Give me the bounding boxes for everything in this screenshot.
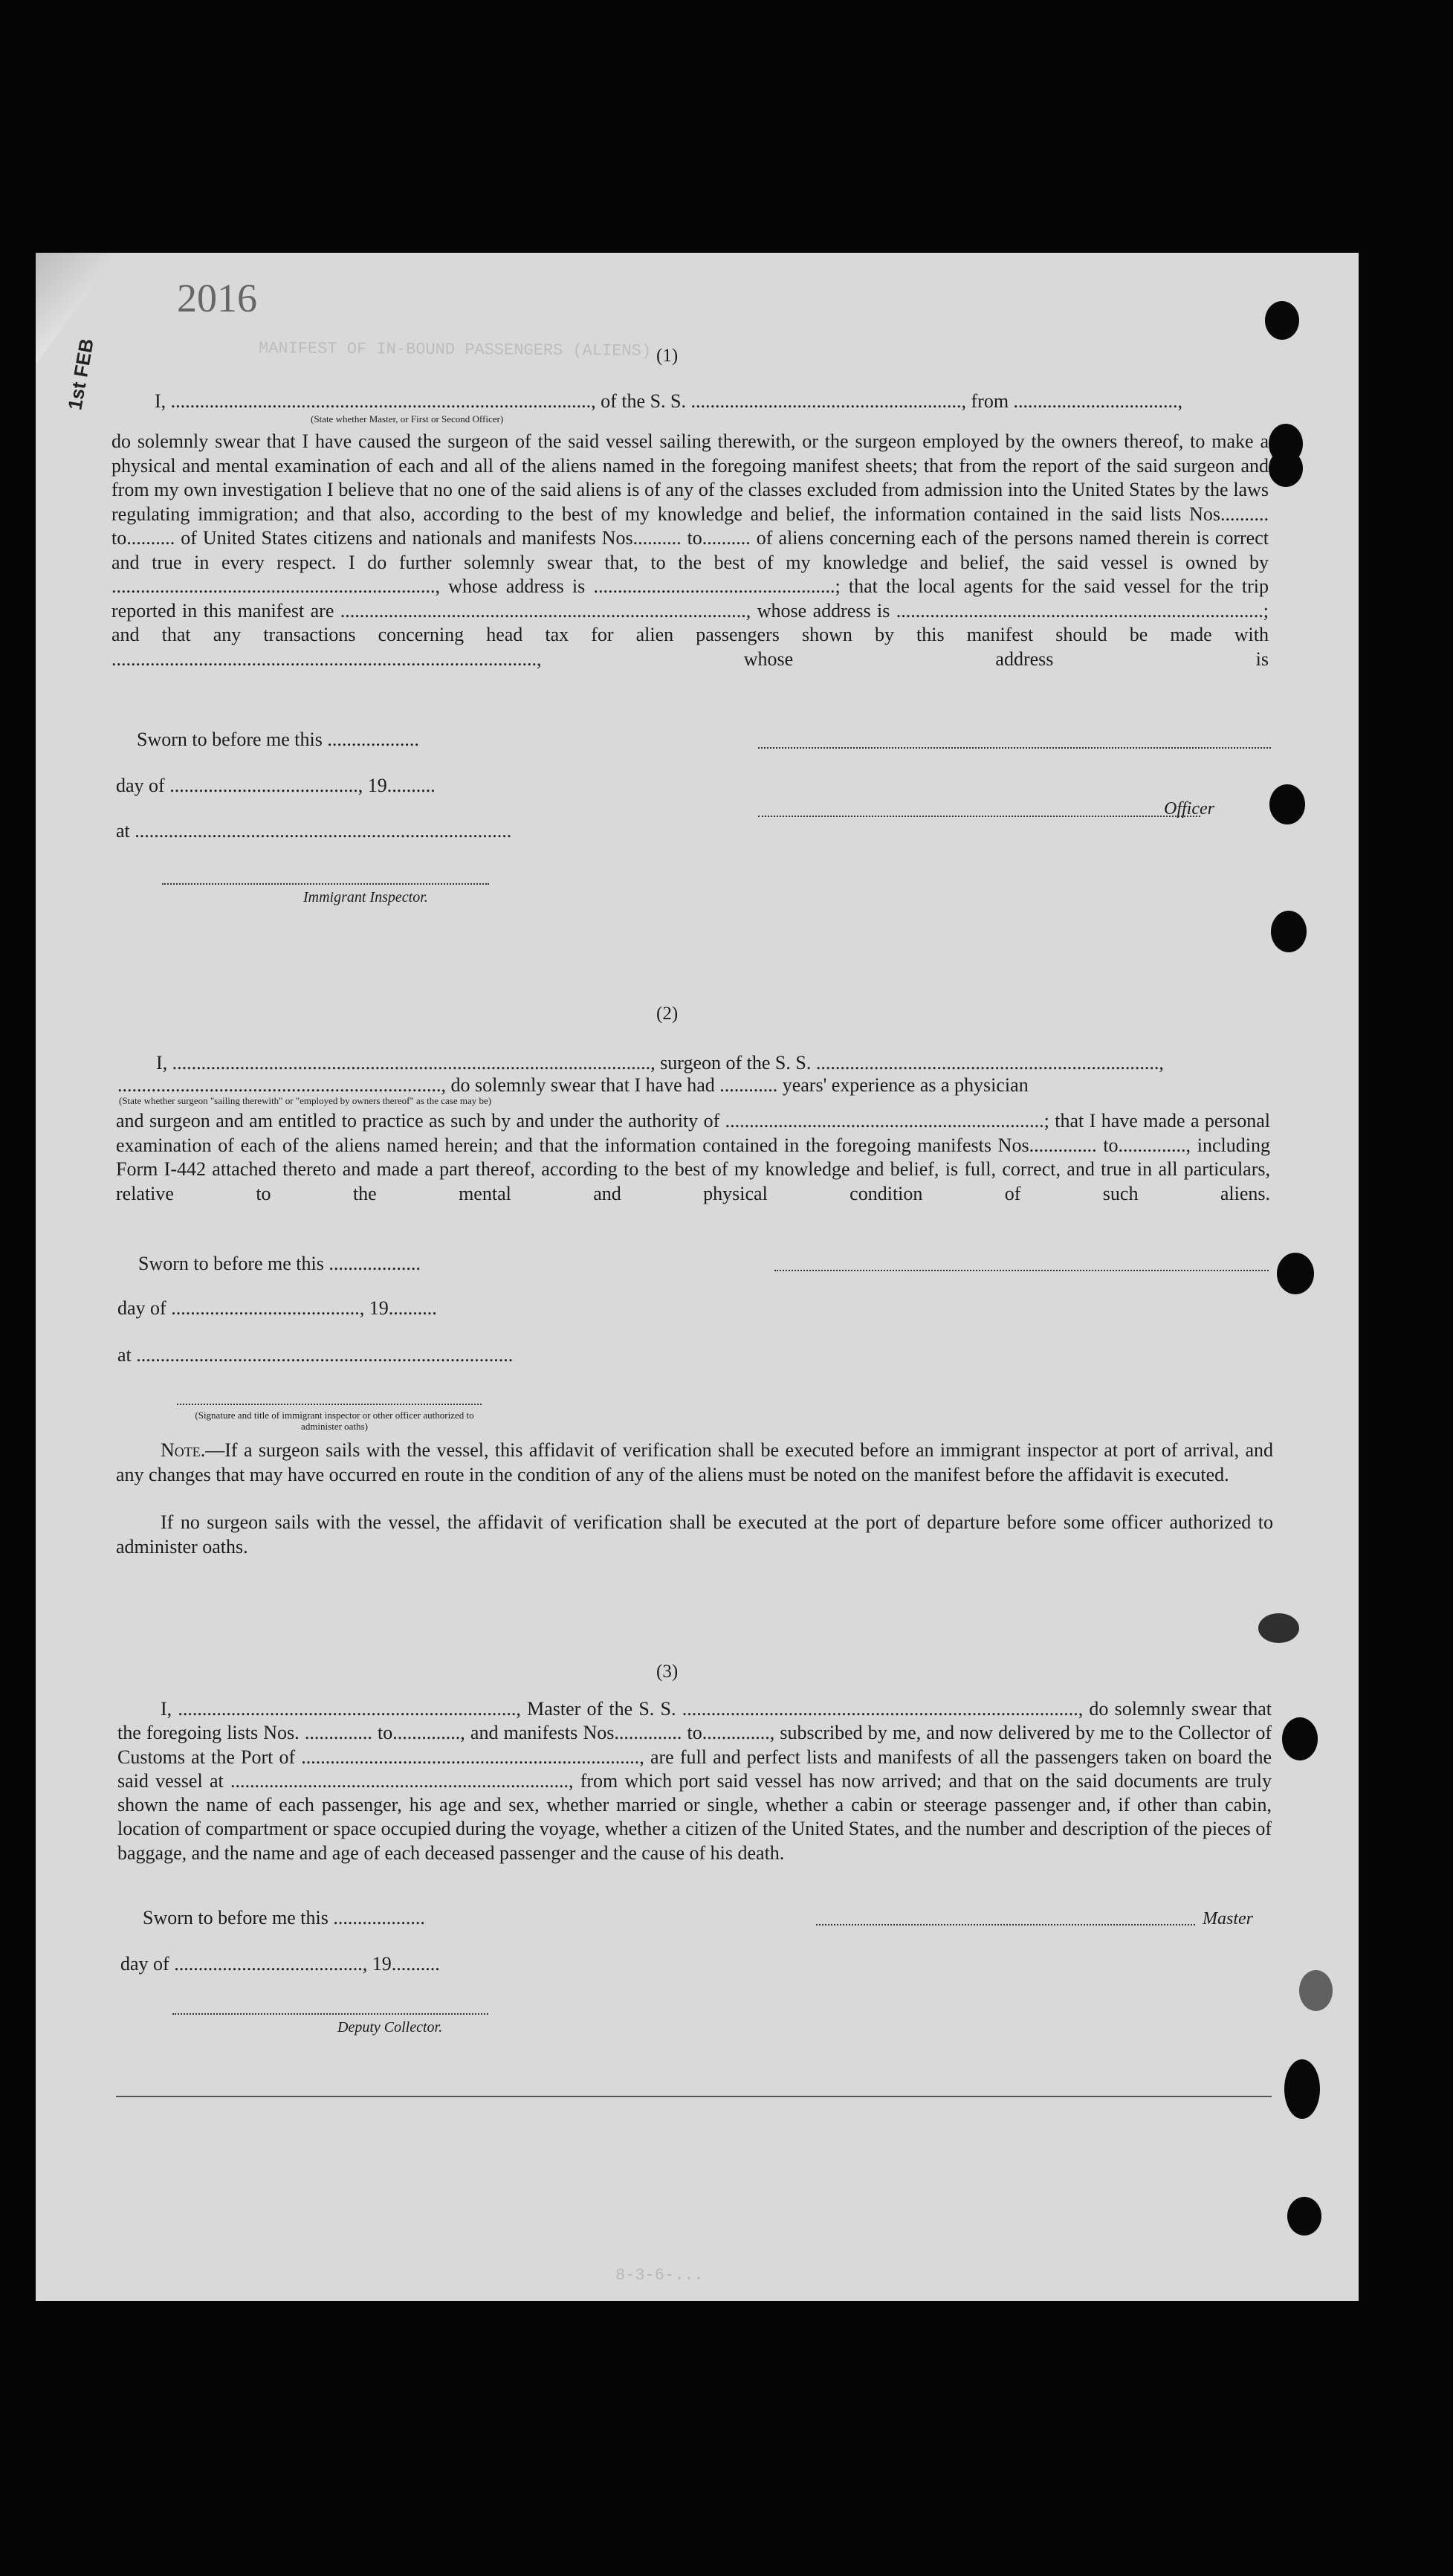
section-1-day: day of ......................................., 19.......... — [116, 775, 436, 796]
section-1-officer-label: Officer — [1164, 799, 1214, 819]
section-2-at: at .............................................................................. — [117, 1344, 514, 1366]
section-2-surgeon-caption: (State whether surgeon "sailing therewith" or "employed by owners thereof" as the case may be) — [119, 1095, 492, 1106]
section-2-sworn: Sworn to before me this ................... — [138, 1253, 421, 1274]
scan-smudge — [1258, 1613, 1299, 1643]
corner-number: 2016 — [177, 276, 257, 320]
section-1-body: do solemnly swear that I have caused the surgeon of the said vessel sailing therewith, or the surgeon employed by the owners thereof, to make a physical and mental examination of each and all of the aliens named in the foregoing manifest sheets; that from the report of the said surgeon and from my own investigation I believe that no one of the said aliens is of any of the classes excluded from admission into the United States by the laws regulating immigration; and that also, according to the best of my knowledge and belief, the information contained in the said lists Nos.......... to.......... of United States citizens and nationals and manifests Nos.......... to.......... of aliens concerning each of the persons named therein is correct and true in every respect. I do further solemnly swear that, to the best of my knowledge and belief, the said vessel is owned by ..................................................................., whose address is ..................................................; that the local agents for the said vessel for the trip reported in this manifest are ...................................................................................., whose address is ............................................................................; and that any transactions concerning head tax for alien passengers shown by this manifest should be made with ........................................................................................, whose address is — [111, 430, 1269, 670]
section-1-number: (1) — [656, 346, 679, 366]
section-1-inspector-line — [162, 883, 489, 885]
section-2-note — [116, 1439, 1273, 1487]
section-2-body: and surgeon and am entitled to practice as such by and under the authority of ..................................................................; that I have made a personal examination of each of the aliens named herein; and that the information contained in the foregoing manifests Nos.............. to.............., including Form I-442 attached thereto and made a part thereof, according to the best of my knowledge and belief, is full, correct, and true in all particulars, relative to the mental and physical condition of such aliens. — [116, 1110, 1270, 1204]
bottom-rule — [116, 2096, 1272, 2097]
binder-hole — [1265, 301, 1299, 340]
section-3-master-label: Master — [1203, 1909, 1253, 1928]
section-1-officer-signature-line — [758, 747, 1271, 749]
section-2-oath-line-2: ..................................................................., do solemnly swear that I have had ............ years' experience as a physician — [117, 1074, 1029, 1096]
binder-hole — [1282, 1717, 1318, 1760]
section-2-oath-line-1: I, ..................................................................................................., surgeon of the S. S. ......................................................................., — [156, 1052, 1164, 1074]
note-text: —If a surgeon sails with the vessel, this affidavit of verification shall be executed before an immigrant inspector at port of arrival, and any changes that may have occurred en route in the condition of any of the aliens must be noted on the manifest before the affidavit is executed. — [116, 1439, 1273, 1485]
section-1-officer-caption: (State whether Master, or First or Second Officer) — [311, 413, 504, 425]
section-2-officer-line — [177, 1404, 482, 1405]
footer-mark: 8-3-6-... — [615, 2266, 704, 2285]
section-3-master-signature-line — [816, 1924, 1195, 1925]
binder-hole — [1287, 2197, 1321, 2236]
section-2-officer-caption: (Signature and title of immigrant inspector or other officer authorized to administer oaths) — [195, 1410, 474, 1432]
section-1-at: at .............................................................................. — [116, 820, 512, 842]
document-page — [36, 253, 1359, 2301]
section-2-surgeon-signature-line — [774, 1270, 1269, 1271]
binder-hole — [1271, 911, 1307, 952]
section-2-number: (2) — [656, 1004, 679, 1024]
section-3-collector-label: Deputy Collector. — [337, 2019, 443, 2036]
section-3-collector-line — [172, 2013, 488, 2015]
bleed-through-title: MANIFEST OF IN-BOUND PASSENGERS (ALIENS) — [258, 339, 652, 361]
binder-hole — [1277, 1253, 1314, 1294]
corner-stamp: 1st FEB — [63, 337, 98, 412]
binder-hole — [1284, 2059, 1320, 2119]
section-2-day: day of ......................................., 19.......... — [117, 1297, 437, 1319]
section-3-sworn: Sworn to before me this ................... — [143, 1907, 425, 1928]
section-1-officer-signature-line-2 — [758, 816, 1200, 817]
section-1-inspector-label: Immigrant Inspector. — [303, 889, 428, 906]
binder-hole — [1269, 450, 1303, 487]
scan-smudge — [1299, 1970, 1333, 2011]
binder-hole — [1269, 784, 1305, 824]
section-1-sworn: Sworn to before me this ................... — [137, 729, 419, 750]
section-3-number: (3) — [656, 1662, 679, 1682]
note-label: Note. — [161, 1439, 206, 1461]
section-1-oath-line: I, ......................................................................................., of the S. S. ........................................................, from .................................., — [155, 390, 1183, 412]
section-2-note-2: If no surgeon sails with the vessel, the affidavit of verification shall be executed at the port of departure before some officer authorized to administer oaths. — [116, 1511, 1273, 1557]
section-3-day: day of ......................................., 19.......... — [120, 1953, 440, 1975]
section-3-body: I, ......................................................................, Master of the S. S. .................................................................................., do solemnly swear that the foregoing lists Nos. .............. to.............., and manifests Nos.............. to.............., subscribed by me, and now delivered by me to the Collector of Customs at the Port of ......................................................................, are full and perfect lists and manifests of all the passengers taken on board the said vessel at ......................................................................, from which port said vessel has now arrived; and that on the said documents are truly shown the name of each passenger, his age and sex, whether married or single, whether a cabin or steerage passenger and, if other than cabin, location of compartment or space occupied during the voyage, whether a citizen of the United States, and the number and description of the pieces of baggage, and the name and age of each deceased passenger and the cause of his death. — [117, 1698, 1272, 1864]
